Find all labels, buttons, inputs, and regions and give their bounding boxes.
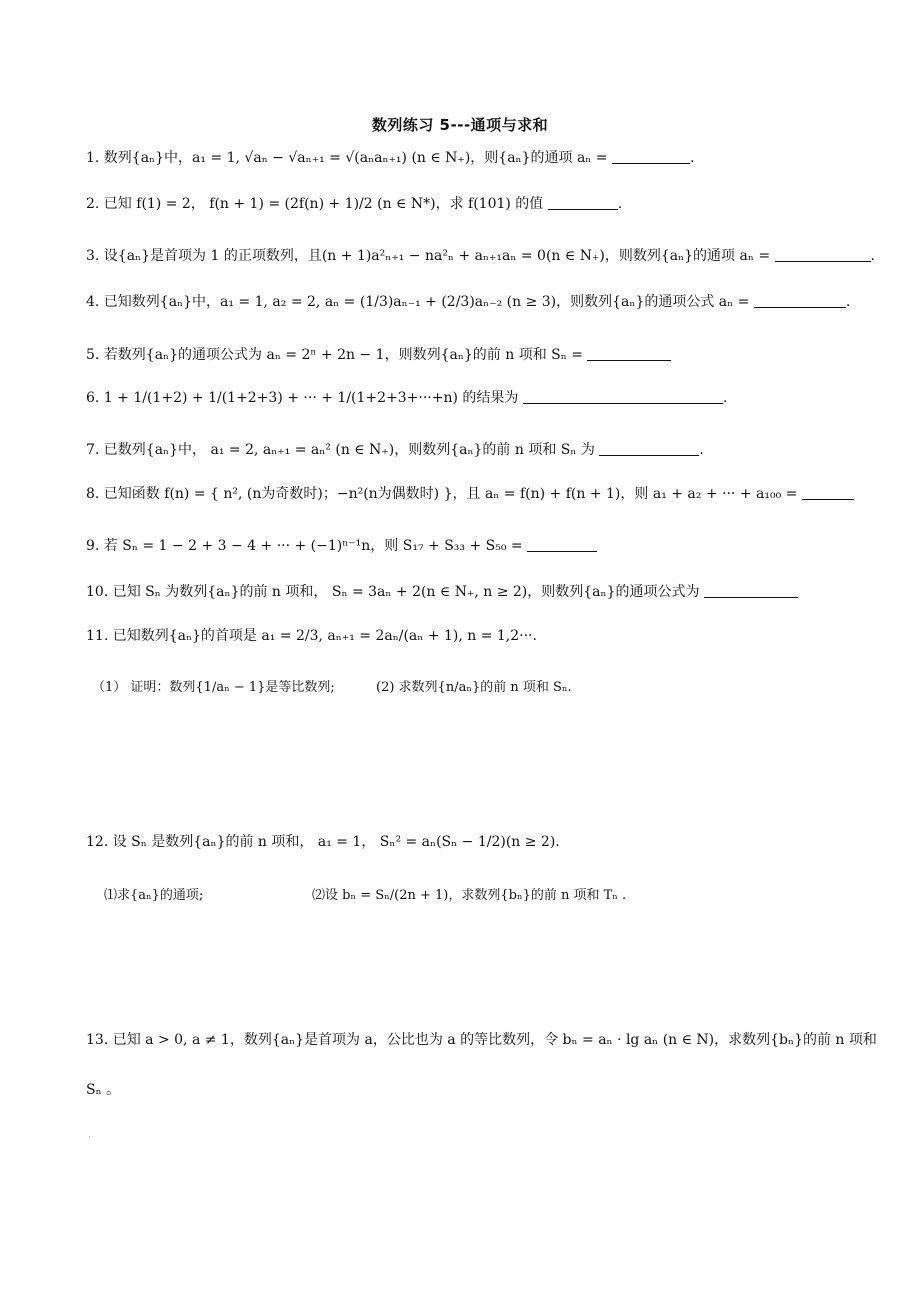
answer-blank[interactable]	[704, 583, 798, 598]
problem-1-text: 1. 数列{aₙ}中，a₁ = 1, √aₙ − √aₙ₊₁ = √(aₙaₙ₊₁) (n ∈ N₊)，则{aₙ}的通项 aₙ =	[86, 150, 608, 166]
problem-6-text: 6. 1 + 1/(1+2) + 1/(1+2+3) + ··· + 1/(1+2+3+···+n) 的结果为	[86, 390, 519, 406]
problem-8	[86, 484, 854, 504]
answer-blank[interactable]	[754, 293, 846, 308]
problem-12	[86, 832, 560, 852]
answer-blank[interactable]	[599, 441, 699, 456]
problem-7: 7. 已数列{aₙ}中， a₁ = 2, aₙ₊₁ = aₙ² (n ∈ N₊)，则数列{aₙ}的前 n 项和 Sₙ 为 .	[86, 442, 704, 458]
problem-9-text: 9. 若 Sₙ = 1 − 2 + 3 − 4 + ··· + (−1)ⁿ⁻¹n，则 S₁₇ + S₃₃ + S₅₀ =	[86, 538, 523, 554]
problem-4: 4. 已知数列{aₙ}中，a₁ = 1, a₂ = 2, aₙ = (1/3)aₙ₋₁ + (2/3)aₙ₋₂ (n ≥ 3)，则数列{aₙ}的通项公式 aₙ = .	[86, 294, 851, 310]
problem-8-text: 8. 已知函数 f(n) = { n², (n为奇数时)；−n²(n为偶数时) }，且 aₙ = f(n) + f(n + 1)，则 a₁ + a₂ + ··· + a₁₀₀ =	[86, 486, 798, 502]
problem-7-text: 7. 已数列{aₙ}中， a₁ = 2, aₙ₊₁ = aₙ² (n ∈ N₊)，则数列{aₙ}的前 n 项和 Sₙ 为	[86, 442, 595, 458]
answer-blank[interactable]	[612, 149, 690, 164]
problem-12-text: 12. 设 Sₙ 是数列{aₙ}的前 n 项和， a₁ = 1， Sₙ² = aₙ(Sₙ − 1/2)(n ≥ 2).	[86, 834, 560, 850]
problem-13-text: 13. 已知 a > 0, a ≠ 1，数列{aₙ}是首项为 a，公比也为 a 的等比数列，令 bₙ = aₙ · lg aₙ (n ∈ N)，求数列{bₙ}的前 n 项和	[86, 1032, 877, 1048]
answer-blank[interactable]	[587, 346, 671, 361]
problem-3-text: 3. 设{aₙ}是首项为 1 的正项数列，且(n + 1)a²ₙ₊₁ − na²ₙ + aₙ₊₁aₙ = 0(n ∈ N₊)，则数列{aₙ}的通项 aₙ =	[86, 248, 771, 264]
problem-1: 1. 数列{aₙ}中，a₁ = 1, √aₙ − √aₙ₊₁ = √(aₙaₙ₊₁) (n ∈ N₊)，则{aₙ}的通项 aₙ = .	[86, 150, 695, 166]
answer-blank[interactable]	[775, 247, 871, 262]
problem-6: 6. 1 + 1/(1+2) + 1/(1+2+3) + ··· + 1/(1+2+3+···+n) 的结果为 .	[86, 390, 728, 406]
problem-13-continuation	[86, 1080, 120, 1100]
problem-4-text: 4. 已知数列{aₙ}中，a₁ = 1, a₂ = 2, aₙ = (1/3)aₙ₋₁ + (2/3)aₙ₋₂ (n ≥ 3)，则数列{aₙ}的通项公式 aₙ =	[86, 294, 750, 310]
answer-blank[interactable]	[523, 389, 723, 404]
footer-mark: .	[88, 1130, 91, 1139]
page-title: 数列练习 5---通项与求和	[371, 116, 549, 134]
problem-2: 2. 已知 f(1) = 2， f(n + 1) = (2f(n) + 1)/2 (n ∈ N*)，求 f(101) 的值 .	[86, 196, 623, 212]
problem-5-text: 5. 若数列{aₙ}的通项公式为 aₙ = 2ⁿ + 2n − 1，则数列{aₙ}的前 n 项和 Sₙ =	[86, 347, 583, 363]
problem-9	[86, 536, 597, 556]
problem-3: 3. 设{aₙ}是首项为 1 的正项数列，且(n + 1)a²ₙ₊₁ − na²ₙ + aₙ₊₁aₙ = 0(n ∈ N₊)，则数列{aₙ}的通项 aₙ = .	[86, 248, 875, 264]
problem-11-text: 11. 已知数列{aₙ}的首项是 a₁ = 2/3, aₙ₊₁ = 2aₙ/(aₙ + 1), n = 1,2···.	[86, 628, 537, 644]
problem-2-text: 2. 已知 f(1) = 2， f(n + 1) = (2f(n) + 1)/2 (n ∈ N*)，求 f(101) 的值	[86, 196, 544, 212]
problem-5	[86, 345, 671, 365]
problem-10-text: 10. 已知 Sₙ 为数列{aₙ}的前 n 项和， Sₙ = 3aₙ + 2(n ∈ N₊, n ≥ 2)，则数列{aₙ}的通项公式为	[86, 584, 700, 600]
problem-10	[86, 582, 798, 602]
answer-blank[interactable]	[548, 195, 618, 210]
problem-11	[86, 626, 537, 646]
answer-blank[interactable]	[802, 485, 854, 500]
problem-11-part-1: （1） 证明：数列{1/aₙ − 1}是等比数列;	[92, 680, 335, 695]
problem-12-part-1: ⑴求{aₙ}的通项;	[104, 888, 204, 903]
problem-13	[86, 1030, 877, 1050]
answer-blank[interactable]	[527, 537, 597, 552]
problem-12-part-2: ⑵设 bₙ = Sₙ/(2n + 1)，求数列{bₙ}的前 n 项和 Tₙ .	[312, 888, 627, 903]
problem-13-tail: Sₙ 。	[86, 1082, 121, 1098]
problem-11-part-2: (2) 求数列{n/aₙ}的前 n 项和 Sₙ.	[376, 680, 572, 695]
